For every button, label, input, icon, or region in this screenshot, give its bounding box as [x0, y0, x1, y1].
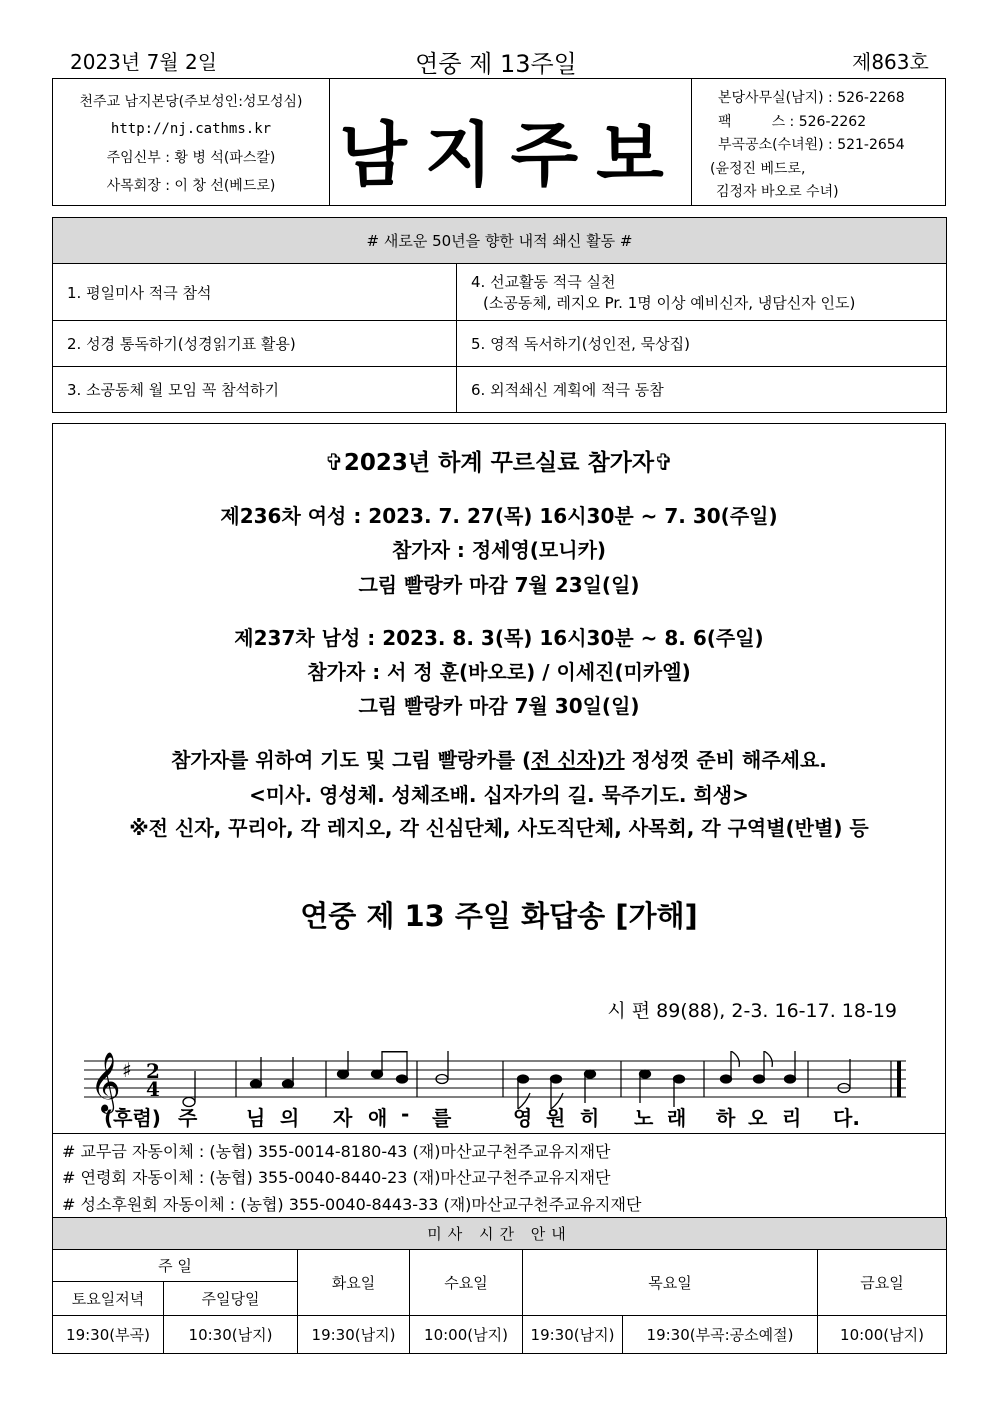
women-deadline: 그림 빨랑카 마감 7월 23일(일): [358, 573, 640, 597]
mass-time: 10:00(남지): [818, 1316, 947, 1354]
lyric-syllable: 를: [432, 1106, 452, 1130]
lyric-syllable: 자: [333, 1106, 353, 1130]
sunday-title: 연중 제 13주일: [415, 50, 577, 78]
mass-time: 19:30(남지): [523, 1316, 623, 1354]
contact-info: [692, 79, 945, 205]
prayer-request: 참가자를 위하여 기도 및 그림 빨랑카를 (전 신자)가 정성껏 준비 해주세요.: [171, 748, 827, 772]
men-session: 제237차 남성 : 2023. 8. 3(목) 16시30분 ~ 8. 6(주일): [234, 626, 764, 650]
lyric-syllable: 래: [667, 1106, 687, 1130]
lyric-syllable: (후렴): [104, 1106, 161, 1130]
quarter-note: [674, 1075, 685, 1083]
renewal-activities-table: [52, 217, 947, 413]
mass-time: 10:30(남지): [164, 1316, 298, 1354]
parish-url[interactable]: http://nj.cathms.kr: [110, 121, 272, 137]
quarter-note: [785, 1075, 796, 1083]
eighth-note: [754, 1075, 765, 1083]
cursillo-title: ✞2023년 하계 꾸르실료 참가자✞: [324, 450, 674, 476]
men-deadline: 그림 빨랑카 마감 7월 30일(일): [358, 694, 640, 718]
lyric-syllable: 영: [513, 1106, 533, 1130]
mass-time: 10:00(남지): [410, 1316, 523, 1354]
staff-lines: [84, 1061, 906, 1097]
eighth-note: [551, 1075, 562, 1083]
wednesday-header: 수요일: [410, 1250, 523, 1316]
quarter-note: [338, 1070, 349, 1078]
sunday-day-header: 주일당일: [164, 1282, 298, 1316]
tuesday-header: 화요일: [298, 1250, 410, 1316]
account-line: # 교무금 자동이체 : (농협) 355-0014-8180-43 (재)마산교구천주교유지재단: [62, 1142, 611, 1161]
fax-number: 팩 스 : 526-2262: [718, 114, 867, 130]
bulletin-date: 2023년 7월 2일: [70, 50, 218, 74]
mass-time: 19:30(남지): [298, 1316, 410, 1354]
quarter-note: [251, 1080, 262, 1088]
sisters-line-2: 김정자 바오로 수녀): [716, 184, 839, 200]
account-line: # 연령회 자동이체 : (농협) 355-0040-8440-23 (재)마산교구천주교유지재단: [62, 1168, 611, 1187]
activity-item: 1. 평일미사 적극 참석: [53, 264, 457, 321]
parish-name: 천주교 남지본당(주보성인:성모성심): [79, 94, 303, 110]
mass-time: 19:30(부곡:공소예절): [623, 1316, 818, 1354]
masthead: [52, 78, 946, 206]
activity-item: 6. 외적쇄신 계획에 적극 동참: [457, 367, 947, 413]
lyric-syllable: 주: [178, 1106, 198, 1130]
sisters-line-1: (윤정진 베드로,: [710, 161, 806, 177]
convent-phone: 부곡공소(수녀원) : 521-2654: [718, 137, 905, 153]
masthead-title: 남지주보: [339, 113, 682, 196]
quarter-note: [585, 1070, 596, 1078]
lyric-syllable: -: [401, 1102, 410, 1126]
cursillo-psalm-box: [52, 423, 946, 1134]
mass-schedule-table: [52, 1217, 947, 1354]
activity-item: 2. 성경 통독하기(성경읽기표 활용): [53, 321, 457, 367]
lyric-syllable: 님: [246, 1106, 266, 1130]
time-signature-top: 2: [146, 1059, 160, 1083]
lyric-syllable: 히: [580, 1106, 600, 1130]
activity-item-title: 4. 선교활동 적극 실천: [471, 273, 616, 291]
treble-clef-icon: 𝄞: [90, 1052, 121, 1112]
friday-header: 금요일: [818, 1250, 947, 1316]
lyric-syllable: 오: [748, 1106, 768, 1130]
activities-heading: # 새로운 50년을 향한 내적 쇄신 활동 #: [53, 218, 947, 264]
eighth-note: [397, 1075, 408, 1083]
mass-heading: 미사 시간 안내: [53, 1218, 947, 1250]
activity-item: 5. 영적 독서하기(성인전, 묵상집): [457, 321, 947, 367]
notes: [183, 1051, 850, 1109]
lyric-syllable: 원: [546, 1106, 566, 1130]
note-flag: [731, 1051, 739, 1067]
lyric-syllable: 의: [280, 1106, 300, 1130]
men-participant: 참가자 : 서 정 훈(바오로) / 이세진(미카엘): [307, 660, 691, 684]
eighth-note: [721, 1075, 732, 1083]
time-signature-bottom: 4: [146, 1077, 160, 1101]
thursday-header: 목요일: [523, 1250, 818, 1316]
activity-item-detail: (소공동체, 레지오 Pr. 1명 이상 예비신자, 냉담신자 인도): [483, 294, 856, 312]
activity-item: [457, 264, 947, 321]
lyric-syllable: 다.: [833, 1106, 860, 1130]
parish-info: [53, 79, 330, 205]
note-flag: [764, 1051, 772, 1067]
mass-time: 19:30(부곡): [53, 1316, 164, 1354]
quarter-note: [640, 1070, 651, 1078]
pastor-name: 주임신부 : 황 병 석(파스칼): [106, 150, 276, 166]
account-line: # 성소후원회 자동이체 : (농협) 355-0040-8443-33 (재)마산교구천주교유지재단: [62, 1195, 642, 1214]
sunday-header: 주 일: [53, 1250, 298, 1282]
prayer-list: <미사. 영성체. 성체조배. 십자가의 길. 묵주기도. 희생>: [249, 783, 749, 807]
lyric-syllable: 리: [782, 1106, 802, 1130]
sharp-icon: ♯: [122, 1058, 132, 1082]
eighth-note: [518, 1075, 529, 1083]
women-participant: 참가자 : 정세영(모니카): [391, 538, 607, 562]
eighth-note: [372, 1070, 383, 1078]
psalm-title: 연중 제 13 주일 화답송 [가해]: [300, 899, 698, 933]
activity-item: 3. 소공동체 월 모임 꼭 참석하기: [53, 367, 457, 413]
lyric-syllable: 애: [368, 1106, 388, 1130]
saturday-evening-header: 토요일저녁: [53, 1282, 164, 1316]
participating-groups: ※전 신자, 꾸리아, 각 레지오, 각 신심단체, 사도직단체, 사목회, 각 구역별(반별) 등: [129, 816, 869, 840]
council-president: 사목회장 : 이 창 선(베드로): [106, 178, 276, 194]
lyric-syllable: 노: [634, 1106, 654, 1130]
quarter-note: [283, 1080, 294, 1088]
masthead-title-cell: [330, 79, 692, 205]
lyric-syllable: 하: [716, 1106, 736, 1130]
office-phone: 본당사무실(남지) : 526-2268: [718, 90, 905, 106]
psalm-reference: 시 편 89(88), 2-3. 16-17. 18-19: [607, 1000, 897, 1022]
women-session: 제236차 여성 : 2023. 7. 27(목) 16시30분 ~ 7. 30(주일): [220, 504, 778, 528]
issue-number: 제863호: [852, 50, 929, 74]
